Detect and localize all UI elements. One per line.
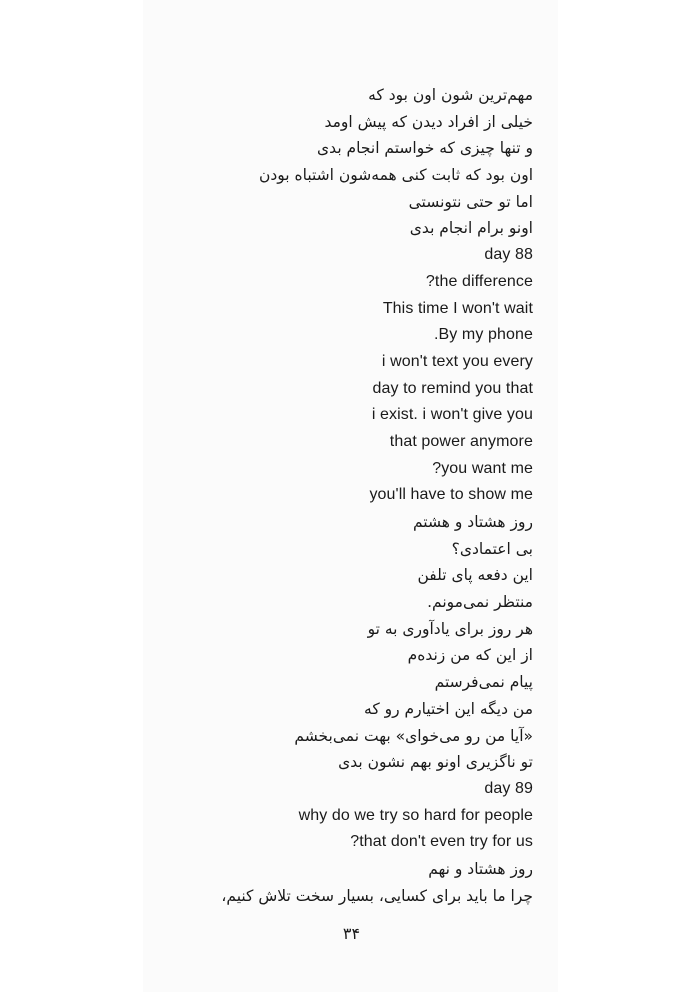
text-line: day 89 [484,779,533,797]
text-line: اون بود که ثابت کنی همه‌شون اشتباه بودن [258,166,533,185]
text-line: «آیا من رو می‌خوای» بهت نمی‌بخشم [294,726,533,745]
text-line: هر روز برای یادآوری به تو [367,619,533,638]
text-line: روز هشتاد و نهم [428,859,533,878]
text-line: the difference? [425,272,533,290]
text-line: مهم‌ترین شون اون بود که [368,86,533,104]
text-line: By my phone. [433,326,533,344]
text-line: that don't even try for us? [350,833,533,851]
text-line: من دیگه این اختیارم رو که [364,699,533,718]
text-line: day 88 [484,246,533,264]
text-line: you want me? [432,459,533,477]
text-line: This time I won't wait [382,299,533,317]
text-line: و تنها چیزی که خواستم انجام بدی [317,139,533,158]
text-line: بی اعتمادی؟ [451,539,533,558]
text-line: i won't text you every [381,352,533,370]
text-line: اما تو حتی نتونستی [408,192,533,211]
text-line: این دفعه پای تلفن [417,566,533,585]
text-line: منتظر نمی‌مونم. [427,593,533,612]
text-line: you'll have to show me [369,486,533,504]
text-line: day to remind you that [372,379,533,397]
text-line: why do we try so hard for people [298,806,533,824]
page-number: ۳۴ [342,924,361,943]
text-line: اونو برام انجام بدی [409,219,533,238]
text-column [173,82,533,909]
text-line: چرا ما باید برای کسایی، بسیار سخت تلاش کنیم، [221,886,533,905]
text-line: پیام نمی‌فرستم [434,673,533,692]
text-line: تو ناگزیری اونو بهم نشون بدی [338,753,533,772]
text-line: از این که من زنده‌م [407,646,533,665]
text-line: خیلی از افراد دیدن که پیش اومد [324,112,533,131]
text-line: روز هشتاد و هشتم [412,513,533,531]
text-line: i exist. i won't give you [371,406,533,424]
text-line: that power anymore [389,432,533,450]
